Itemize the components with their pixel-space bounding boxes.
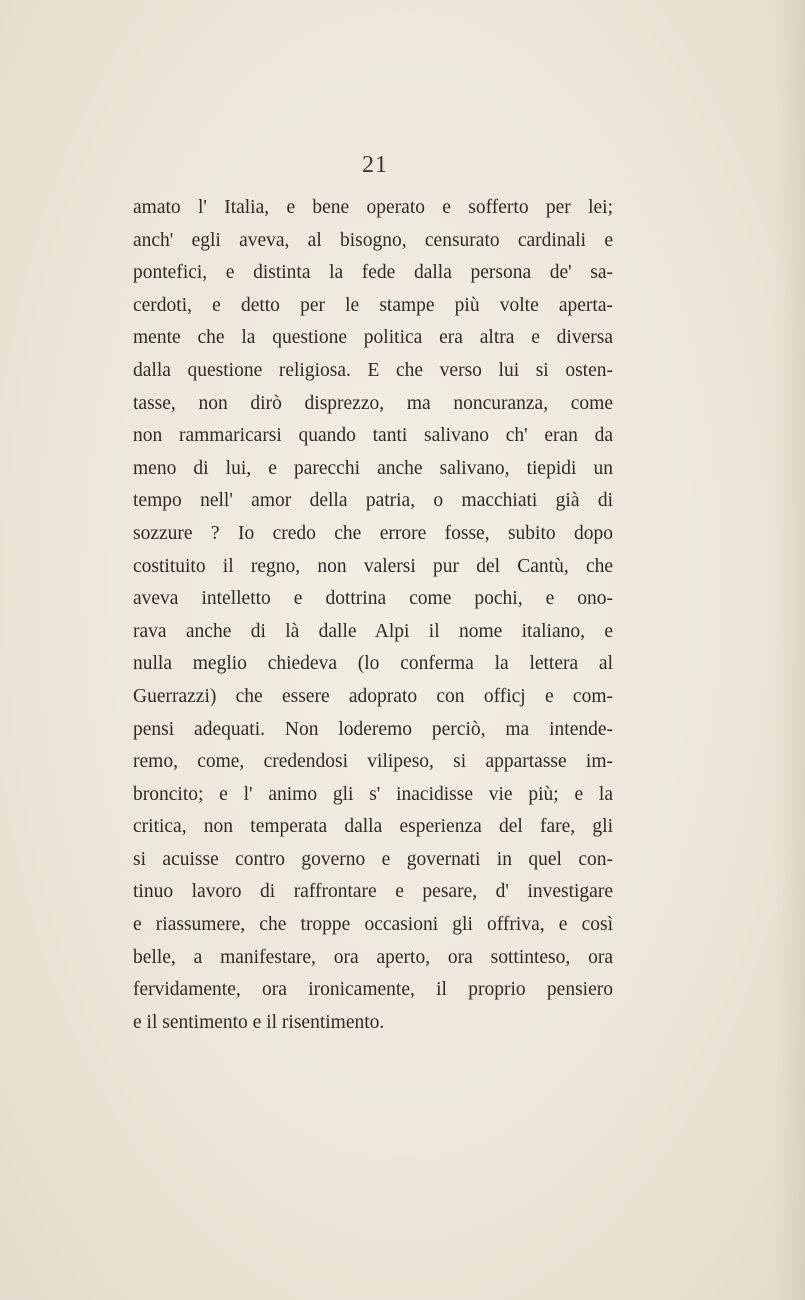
text-line: fervidamente, ora ironicamente, il proprio pensiero (133, 979, 613, 1001)
page-edge-shadow (775, 0, 805, 1300)
text-line: cerdoti, e detto per le stampe più volte aperta- (133, 294, 613, 316)
text-line: si acuisse contro governo e governati in quel con- (133, 848, 613, 870)
text-line: pontefici, e distinta la fede dalla persona de' sa- (133, 262, 613, 284)
text-line: broncito; e l' animo gli s' inacidisse vie più; e la (133, 783, 613, 805)
text-line: Guerrazzi) che essere adoprato con officj e com- (133, 685, 613, 707)
text-line: tasse, non dirò disprezzo, ma noncuranza, come (133, 392, 613, 414)
text-line: aveva intelletto e dottrina come pochi, e ono- (133, 588, 613, 610)
text-line: amato l' Italia, e bene operato e sofferto per lei; (133, 197, 613, 218)
text-line: costituito il regno, non valersi pur del Cantù, che (133, 555, 613, 577)
text-line: belle, a manifestare, ora aperto, ora sottinteso, ora (133, 946, 613, 968)
text-line: tempo nell' amor della patria, o macchiati già di (133, 490, 613, 512)
text-line: e riassumere, che troppe occasioni gli offriva, e così (133, 914, 613, 936)
page-number: 21 (362, 152, 388, 178)
text-line: mente che la questione politica era altra e diversa (133, 327, 613, 349)
text-line: tinuo lavoro di raffrontare e pesare, d' investigare (133, 881, 613, 903)
text-line: pensi adequati. Non loderemo perciò, ma intende- (133, 718, 613, 740)
text-line: meno di lui, e parecchi anche salivano, tiepidi un (133, 457, 613, 479)
text-line: sozzure ? Io credo che errore fosse, subito dopo (133, 522, 613, 544)
text-line: critica, non temperata dalla esperienza del fare, gli (133, 816, 613, 838)
text-line-last: e il sentimento e il risentimento. (133, 1011, 385, 1033)
text-line: rava anche di là dalle Alpi il nome italiano, e (133, 620, 613, 642)
text-line: non rammaricarsi quando tanti salivano ch' eran da (133, 425, 613, 447)
text-line: dalla questione religiosa. E che verso lui si osten- (133, 359, 613, 381)
body-text (133, 192, 613, 1039)
text-line: nulla meglio chiedeva (lo conferma la lettera al (133, 653, 613, 675)
text-line: remo, come, credendosi vilipeso, si appartasse im- (133, 751, 613, 773)
text-line: anch' egli aveva, al bisogno, censurato cardinali e (133, 229, 613, 251)
